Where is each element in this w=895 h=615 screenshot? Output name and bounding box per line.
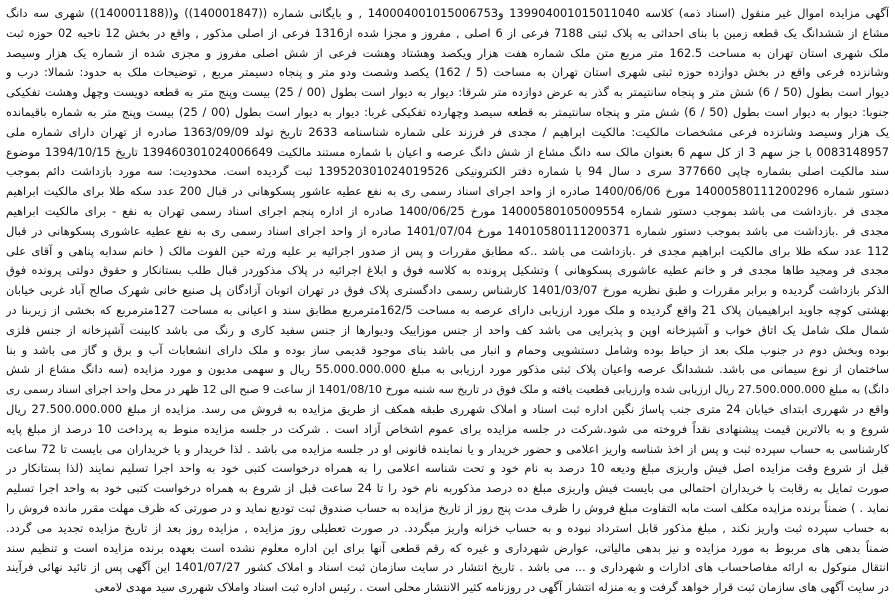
notice-line: شمال ملک شامل یک اتاق خواب و آشپزخانه اوپن و پذیرایی می باشد کف واحد از جنس موزاییک ودیوارها از جنس سفید کاری و رنگ می باشد کابینت آشپزخانه از جنس فلزی: [6, 322, 889, 337]
notice-line: بهشتی کوچه جاوید ابراهیمیان پلاک 21 واقع گردیده و ملک مورد ارزیابی دارای عرصه به مساحت 162/5مترمربع مطابق سند و اعیانی به مساحت 127مترمربع که بخشی از زیربنا در: [6, 302, 889, 317]
notice-line: دیوار است بطول (50 / 6) شش متر و پنجاه سانتیمتر به گذر به عرض دوازده متر شرقا: دیوار به دیوار است بطول (00 / 25) بیست وپنج متر به قطعه دویست وچهل وهشت تفکیکی: [6, 85, 889, 100]
notice-line: وشانزده فرعی واقع در بخش دوازده حوزه ثبتی شهری استان تهران به مساحت (5 / 162) یکصد وشصت ودو متر و پنجاه دسیمتر مربع , توضیحات ملک به حدود: شمالا: درب و: [6, 65, 889, 80]
notice-line: سند مالکیت اصلی بشماره چاپی 377660 سری د سال 94 با شماره دفتر الکترونیکی 139520301024019526 ثبت گردیده است. محدودیت: سه مورد بازداشت دائم بموجب: [6, 164, 889, 179]
notice-line: 0083148957 با جز سهم 3 از کل سهم 6 بعنوان مالک سه دانگ مشاع از شش دانگ عرصه و اعیان با شماره مستند مالکیت 139460301024006649 تاریخ 1394/10/15 موضوع: [6, 144, 889, 159]
notice-line: آگهی مزایده اموال غیر منقول (اسناد ذمه) کلاسه 139904001015011040 و140004001015006753 , و بایگانی شماره ((140001847)) و((140001188)) شهری سه دانگ: [6, 6, 889, 20]
notice-line: ساختمان از نوع سیمانی می باشد. ششدانگ عرصه واعیان پلاک ثبتی مذکور مورد ارزیابی به مبلغ 55.000.000.000 ریال و سهمی مدیون و مورد مزایده (سه دانگ مشاع از شش: [6, 362, 889, 377]
notice-line: دانگ) به مبلغ 27.500.000.000 ریال ارزیابی شده وارزیابی قطعیت یافته و ملک فوق در تاریخ سه شنبه مورخ 1401/08/10 از ساعت 9 صبح الی 12 ظهر در محل واحد اجرای اسناد رسمی ری: [6, 383, 889, 397]
notice-line: دستور شماره 14000580111200296 مورخ 1400/06/06 صادره از واحد اجرای اسناد رسمی ری به نفع عطیه عاشور پسکوهانی در قبال 200 عدد سکه طلا برای مالکیت ابراهیم: [6, 184, 889, 199]
notice-line: جنوبا: دیوار به دیوار است بطول (50 / 6) شش متر و پنجاه سانتیمتر به قطعه سیصد وچهارده تفکیکی غربا: دیوار به دیوار است بطول (00 / 25) بیست وپنج متر به شماره باقیمانده: [6, 104, 889, 119]
notice-line: بوده وبخش دوم در جنوب ملک بعد از حیاط بوده وشامل دستشویی وحمام و انبار می باشد بنای موجود قدیمی ساز بوده و ملک دارای انشعابات آب و برق و گاز می باشد و بنا: [6, 342, 889, 357]
notice-line: به حساب سپرده ثبت واریز نکند , مبلغ مذکور قابل استرداد نبوده و به حساب خزانه واریز میگردد. در صورت تعطیلی روز مزایده , مزایده روز بعد از تاریخ مزایده تجدید می گردد.: [6, 520, 889, 535]
notice-line: واقع در شهرری ابتدای خیابان 24 متری جنب پاساژ نگین اداره ثبت اسناد و املاک شهرری طبقه همکف از طریق مزایده به فروش می رسد. مزایده از مبلغ 27.500.000.000 ریال: [6, 401, 889, 416]
notice-line: در سایت آگهی های سازمان ثبت قرار خواهد گرفت و به منزله انتشار آگهی در روزنامه کثیر الانتشار محلی است . رئیس اداره ثبت اسناد واملاک شهرری سید مهدی لامعی: [94, 580, 889, 595]
notice-line: مجدی فر .بازداشت می باشد بموجب دستور شماره 14000580105009554 مورخ 1400/06/25 صادره از اداره پنجم اجرای اسناد رسمی تهران به نفع - برای مالکیت ابراهیم: [6, 203, 889, 218]
notice-line: 112 عدد سکه طلا برای مالکیت ابراهیم مجدی فر .بازداشت می باشد ..که مطابق مقررات و پس از صدور اجرائیه بر علیه ورثه حین الفوت مالک ( خانم سدابه پناهی و آقای علی: [6, 243, 889, 258]
notice-line: الذکر بازداشت گردیده و برابر مقررات و طبق نظریه مورخ 1401/03/07 کارشناس رسمی دادگستری پلاک فوق در تهران اتوبان آزادگان پل صنیع خانی شهرک صالح آباد غربی خیابان: [6, 283, 889, 298]
notice-line: کارشناسی به حساب سپرده ثبت و پس از اخذ شناسه واریز اعلامی و حضور خریدار و یا نماینده قانونی او در جلسه مزایده می باشد . لذا خریدار و یا خریداران می بایست تا 72 ساعت: [6, 441, 889, 456]
notice-line: ملک شهری استان تهران به مساحت 162.5 متر مربع متن ملک شماره هفت هزار ویکصد وهشتاد وهشت فرعی از شش اصلی مفروز و مجزی شده از شماره یک هزار وسیصد: [6, 45, 889, 60]
notice-line: انتقال منوکول به ارائه مفاصاحساب های ادارات و شهرداری و ... می باشد . تاریخ انتشار در سایت سازمان ثبت اسناد و املاک کشور 1401/07/27 این آگهی پس از تائید نهائی فرآیند: [6, 560, 889, 575]
notice-line: شروع و به بالاترین قیمت پیشنهادی نقداً فروخته می شود.شرکت در جلسه مزایده برای عموم اشخاص آزاد است . شرکت در جلسه مزایده منوط به پرداخت 10 درصد از مبلغ پایه: [6, 421, 889, 436]
notice-line: قبل از شروع وقت مزایده اصل فیش واریزی مبلغ ودیعه 10 درصد به نام خود و تحت شناسه اعلامی را به همراه درخواست کتبی خود به واحد اجرا تسلیم نمایند (لذا بستانکار در: [6, 461, 889, 476]
notice-line: ضمناً بدهی های مربوط به مورد مزایده و نیز بدهی مالیاتی، عوارض شهرداری و غیره که رقم قطعی آنها برای این اداره معلوم نشده است بعهده برنده مزایده است و تنظیم سند: [6, 540, 889, 555]
notice-line: صورت تمایل به رقابت با خریداران احتمالی می بایست فیش واریزی مبلغ ده درصد مذکوربه نام خود را تا 24 ساعت قبل از شروع به همراه درخواست کتبی خود به واحد اجرا تسلیم: [6, 481, 889, 496]
auction-notice: [6, 4, 889, 607]
notice-line: مشاع از ششدانگ یک قطعه زمین با بنای احداثی به پلاک ثبتی 7188 فرعی از 6 اصلی , مفروز و مجزا شده از1316 فرعی از اصلی مذکور , واقع در بخش 12 ناحیه 02 حوزه ثبت: [6, 25, 889, 40]
notice-line: مجدی فر ومجید طاها مجدی فر و خانم عطیه عاشوری پسکوهانی ) وتشکیل پرونده به کلاسه فوق و ابلاغ اجرائیه در پلاک مذکوردر قبال طلب بستانکار و حقوق دولتی پرونده فوق: [6, 263, 889, 278]
notice-line: نماید . ) ضمناً برنده مزایده مکلف است مابه التفاوت مبلغ فروش را ظرف مدت پنج روز از تاریخ مزایده به حساب صندوق ثبت تودیع نماید و در صورتی که ظرف مهلت مقرر مانده فروش را: [6, 501, 889, 515]
notice-line: یک هزار وسیصد وشانزده فرعی مشخصات مالکیت: مالکیت ابراهیم / مجدی فر فرزند علی شماره شناسنامه 2633 تاریخ تولد 1363/09/09 صادره از تهران دارای شماره ملی: [6, 124, 889, 139]
notice-line: مجدی فر .بازداشت می باشد بموجب دستور شماره 14010580111200371 مورخ 1401/07/04 صادره از واحد اجرای اسناد رسمی ری به نفع عطیه عاشوری پسکوهانی در قبال: [6, 223, 889, 238]
